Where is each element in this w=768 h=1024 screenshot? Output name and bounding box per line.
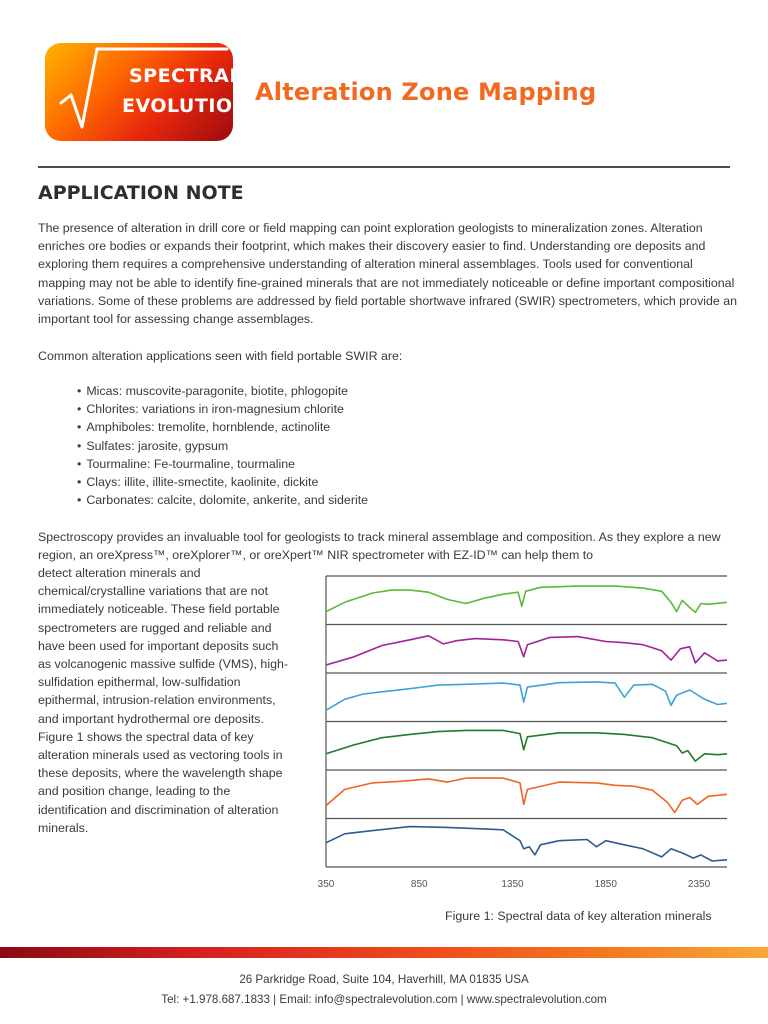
series-line-6 (326, 827, 727, 861)
x-tick-label: 850 (410, 879, 428, 890)
list-item: • Carbonates: calcite, dolomite, ankerite, and siderite (77, 491, 368, 509)
deposits-paragraph: detect alteration minerals and chemical/crystalline variations that are not immediately noticeable. These field portable spectrometers are rugged and reliable and have been used for important deposits such as volcanogenic massive sulfide (VMS), high-sulfidation epithermal, low-sulfidation epithermal, intrusion-relation environments, and important hydrothermal ore deposits. Figure 1 shows the spectral data of key alteration minerals used as vectoring tools in these deposits, where the wavelength shape and position change, leading to the identification and discrimination of alteration minerals. (38, 566, 288, 835)
document-title: Alteration Zone Mapping (255, 78, 597, 106)
footer-gradient-bar (0, 947, 768, 958)
series-line-3 (326, 682, 727, 710)
series-line-5 (326, 778, 727, 812)
logo-line-1: SPECTRAL (129, 65, 242, 87)
header-divider (38, 166, 730, 168)
company-logo (45, 43, 249, 141)
applications-intro: Common alteration applications seen with field portable SWIR are: (38, 349, 403, 363)
x-tick-label: 350 (317, 879, 335, 890)
spectroscopy-paragraph: Spectroscopy provides an invaluable tool for geologists to track mineral assemblage and composition. As they explore a new region, an oreXpress™, oreXplorer™, or oreXpert™ NIR spectrometer with EZ-ID™ can help them to (38, 530, 721, 563)
spectral-chart (296, 568, 740, 890)
intro-paragraph: The presence of alteration in drill core or field mapping can point exploration geologists to mineralization zones. Alteration enriches ore bodies or expands their footprint, which makes their discovery easier to find. Understanding ore deposits and exploring them requires a comprehensive understanding of alteration mineral assemblages. Tools used for conventional mapping may not be able to identify fine-grained minerals that are not immediately noticeable or define important compositional variations. Some of these problems are addressed by field portable shortwave infrared (SWIR) spectrometers, which provide an important tool for assessing change assemblages. (38, 221, 738, 327)
section-heading: APPLICATION NOTE (38, 182, 244, 204)
logo-line-2: EVOLUTION (122, 95, 249, 117)
list-item: • Tourmaline: Fe-tourmaline, tourmaline (77, 455, 368, 473)
list-item: • Chlorites: variations in iron-magnesium chlorite (77, 400, 368, 418)
list-item: • Amphiboles: tremolite, hornblende, actinolite (77, 418, 368, 436)
x-tick-label: 1850 (594, 879, 617, 890)
list-item: • Micas: muscovite-paragonite, biotite, phlogopite (77, 382, 368, 400)
footer-contact: Tel: +1.978.687.1833 | Email: info@spectralevolution.com | www.spectralevolution.com (161, 993, 607, 1006)
spectral-chart-svg (296, 568, 740, 890)
series-line-4 (326, 730, 727, 761)
series-line-2 (326, 636, 727, 665)
figure-caption: Figure 1: Spectral data of key alteration minerals (445, 909, 712, 923)
list-item: • Clays: illite, illite-smectite, kaolinite, dickite (77, 473, 368, 491)
footer-address: 26 Parkridge Road, Suite 104, Haverhill, MA 01835 USA (239, 973, 529, 986)
applications-list (77, 382, 368, 509)
x-tick-label: 2350 (687, 879, 711, 890)
series-line-1 (326, 586, 727, 612)
spectral-checkmark-icon (45, 43, 233, 141)
x-tick-label: 1350 (501, 879, 524, 890)
list-item: • Sulfates: jarosite, gypsum (77, 437, 368, 455)
